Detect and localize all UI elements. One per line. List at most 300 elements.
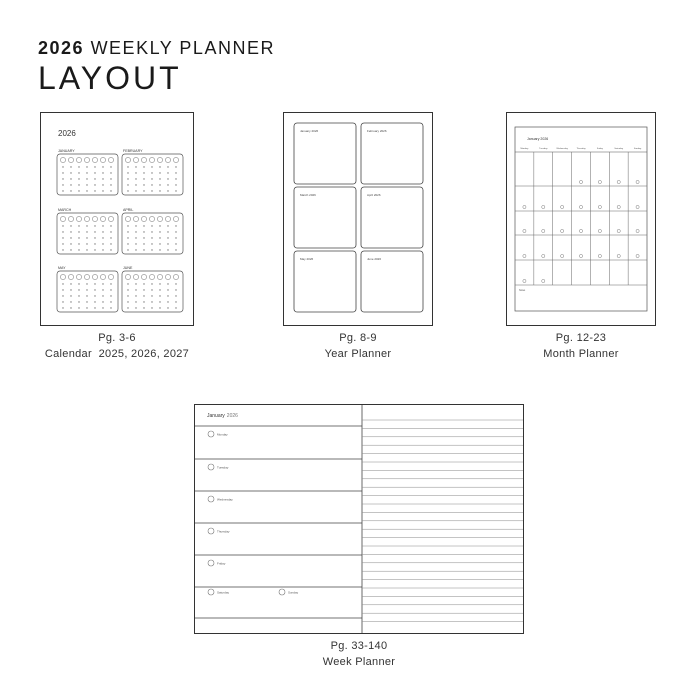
page-heading xyxy=(38,38,275,96)
calendar-day-dot xyxy=(86,172,87,173)
calendar-month-label: APRIL xyxy=(123,208,134,212)
calendar-day-dot xyxy=(175,249,176,250)
calendar-day-dot xyxy=(127,249,128,250)
month-planner-day-marker xyxy=(636,180,639,183)
calendar-day-dot xyxy=(102,243,103,244)
calendar-day-dot xyxy=(94,289,95,290)
month-planner-day-marker xyxy=(542,279,545,282)
calendar-page-preview xyxy=(41,113,193,325)
calendar-day-dot xyxy=(143,237,144,238)
week-planner-title-month: January xyxy=(207,413,225,419)
calendar-day-dot xyxy=(167,249,168,250)
calendar-weekday-marker xyxy=(157,274,162,279)
calendar-day-dot xyxy=(94,283,95,284)
calendar-day-dot xyxy=(135,283,136,284)
calendar-day-dot xyxy=(175,243,176,244)
calendar-day-dot xyxy=(143,190,144,191)
week-planner-day-marker xyxy=(208,431,214,437)
calendar-day-dot xyxy=(62,184,63,185)
week-planner-caption-name: Week Planner xyxy=(322,656,396,668)
calendar-day-dot xyxy=(159,295,160,296)
month-planner-day-marker xyxy=(636,205,639,208)
month-planner-weekday-label: Monday xyxy=(520,148,529,150)
calendar-day-dot xyxy=(62,225,63,226)
calendar-day-dot xyxy=(151,289,152,290)
calendar-day-dot xyxy=(94,301,95,302)
calendar-weekday-marker xyxy=(60,157,65,162)
calendar-day-dot xyxy=(167,243,168,244)
calendar-day-dot xyxy=(143,231,144,232)
calendar-day-dot xyxy=(70,243,71,244)
calendar-day-dot xyxy=(78,289,79,290)
calendar-day-dot xyxy=(78,295,79,296)
month-planner-title: January 2026 xyxy=(527,137,549,141)
calendar-day-dot xyxy=(110,307,111,308)
calendar-day-dot xyxy=(86,231,87,232)
calendar-day-dot xyxy=(159,166,160,167)
calendar-day-dot xyxy=(102,307,103,308)
calendar-day-dot xyxy=(102,283,103,284)
calendar-day-dot xyxy=(62,166,63,167)
calendar-day-dot xyxy=(70,295,71,296)
calendar-weekday-marker xyxy=(100,274,105,279)
calendar-weekday-marker xyxy=(165,274,170,279)
calendar-day-dot xyxy=(127,301,128,302)
calendar-day-dot xyxy=(167,295,168,296)
calendar-caption-name: Calendar 2025, 2026, 2027 xyxy=(44,348,190,360)
calendar-day-dot xyxy=(86,178,87,179)
month-planner-day-marker xyxy=(561,205,564,208)
calendar-day-dot xyxy=(127,295,128,296)
week-planner-caption-pages: Pg. 33-140 xyxy=(330,640,388,652)
calendar-day-dot xyxy=(86,237,87,238)
calendar-day-dot xyxy=(78,249,79,250)
calendar-day-dot xyxy=(86,307,87,308)
calendar-day-dot xyxy=(86,225,87,226)
calendar-day-dot xyxy=(102,231,103,232)
calendar-day-dot xyxy=(127,184,128,185)
calendar-day-dot xyxy=(151,172,152,173)
calendar-day-dot xyxy=(110,289,111,290)
calendar-month-label: JUNE xyxy=(123,266,133,270)
calendar-day-dot xyxy=(70,301,71,302)
year-planner-month-label: January 2026 xyxy=(300,129,319,133)
calendar-day-dot xyxy=(175,166,176,167)
month-planner-day-marker xyxy=(579,205,582,208)
calendar-day-dot xyxy=(78,301,79,302)
week-planner-day-marker xyxy=(208,560,214,566)
calendar-day-dot xyxy=(86,301,87,302)
calendar-day-dot xyxy=(94,166,95,167)
calendar-day-dot xyxy=(94,249,95,250)
calendar-day-dot xyxy=(175,301,176,302)
month-planner-weekday-label: Tuesday xyxy=(539,148,548,150)
calendar-day-dot xyxy=(62,283,63,284)
calendar-day-dot xyxy=(86,166,87,167)
calendar-day-dot xyxy=(151,231,152,232)
calendar-day-dot xyxy=(159,231,160,232)
month-planner-day-marker xyxy=(561,229,564,232)
calendar-day-dot xyxy=(135,249,136,250)
calendar-day-dot xyxy=(135,307,136,308)
calendar-day-dot xyxy=(151,225,152,226)
year-planner-caption-pages: Pg. 8-9 xyxy=(339,332,377,344)
week-planner-weekend-label: Sunday xyxy=(288,590,299,595)
calendar-day-dot xyxy=(143,166,144,167)
calendar-day-dot xyxy=(159,249,160,250)
calendar-day-dot xyxy=(175,190,176,191)
calendar-month-box xyxy=(57,271,118,312)
calendar-weekday-marker xyxy=(141,274,146,279)
calendar-weekday-marker xyxy=(108,157,113,162)
calendar-weekday-marker xyxy=(100,157,105,162)
calendar-day-dot xyxy=(167,190,168,191)
calendar-weekday-marker xyxy=(141,157,146,162)
calendar-day-dot xyxy=(143,172,144,173)
calendar-day-dot xyxy=(86,243,87,244)
calendar-day-dot xyxy=(167,166,168,167)
week-planner-weekend-label: Saturday xyxy=(217,590,230,595)
calendar-day-dot xyxy=(102,237,103,238)
calendar-day-dot xyxy=(143,184,144,185)
calendar-day-dot xyxy=(86,289,87,290)
calendar-day-dot xyxy=(70,225,71,226)
calendar-day-dot xyxy=(135,301,136,302)
calendar-month-box xyxy=(57,213,118,254)
calendar-day-dot xyxy=(110,184,111,185)
month-planner-day-marker xyxy=(617,254,620,257)
week-planner-day-label: Tuesday xyxy=(217,465,229,470)
calendar-day-dot xyxy=(143,283,144,284)
month-planner-weekday-label: Saturday xyxy=(614,148,624,150)
month-planner-day-marker xyxy=(636,254,639,257)
calendar-day-dot xyxy=(127,283,128,284)
calendar-weekday-marker xyxy=(173,274,178,279)
calendar-day-dot xyxy=(167,178,168,179)
calendar-day-dot xyxy=(143,307,144,308)
calendar-day-dot xyxy=(70,249,71,250)
calendar-weekday-marker xyxy=(149,274,154,279)
calendar-month-label: MARCH xyxy=(58,208,72,212)
calendar-weekday-marker xyxy=(157,157,162,162)
week-planner-day-label: Thursday xyxy=(217,529,230,534)
month-planner-day-marker xyxy=(598,205,601,208)
calendar-day-dot xyxy=(175,184,176,185)
month-planner-frame xyxy=(515,127,647,311)
calendar-day-dot xyxy=(78,225,79,226)
week-planner-day-marker xyxy=(208,464,214,470)
heading-line-1 xyxy=(38,38,275,58)
calendar-weekday-marker xyxy=(68,216,73,221)
calendar-caption-pages: Pg. 3-6 xyxy=(98,332,136,344)
year-planner-caption xyxy=(283,330,433,362)
month-planner-day-marker xyxy=(598,229,601,232)
calendar-day-dot xyxy=(94,190,95,191)
calendar-day-dot xyxy=(110,237,111,238)
calendar-day-dot xyxy=(143,301,144,302)
calendar-month-box xyxy=(122,213,183,254)
calendar-day-dot xyxy=(151,307,152,308)
calendar-day-dot xyxy=(70,166,71,167)
month-planner-day-marker xyxy=(636,229,639,232)
calendar-day-dot xyxy=(159,307,160,308)
calendar-month-box xyxy=(122,154,183,195)
calendar-day-dot xyxy=(110,231,111,232)
calendar-day-dot xyxy=(94,295,95,296)
calendar-weekday-marker xyxy=(125,274,130,279)
week-planner-day-marker xyxy=(208,589,214,595)
calendar-day-dot xyxy=(151,178,152,179)
month-planner-day-marker xyxy=(523,205,526,208)
calendar-day-dot xyxy=(86,190,87,191)
calendar-day-dot xyxy=(127,231,128,232)
calendar-day-dot xyxy=(159,237,160,238)
calendar-day-dot xyxy=(175,307,176,308)
calendar-day-dot xyxy=(78,184,79,185)
calendar-day-dot xyxy=(94,237,95,238)
calendar-day-dot xyxy=(151,301,152,302)
calendar-weekday-marker xyxy=(68,274,73,279)
calendar-day-dot xyxy=(62,190,63,191)
calendar-day-dot xyxy=(135,237,136,238)
month-planner-day-marker xyxy=(617,180,620,183)
calendar-day-dot xyxy=(110,166,111,167)
calendar-month-box xyxy=(122,271,183,312)
calendar-day-dot xyxy=(127,307,128,308)
calendar-day-dot xyxy=(135,166,136,167)
calendar-day-dot xyxy=(151,166,152,167)
heading-layout: LAYOUT xyxy=(38,60,182,96)
year-planner-month-label: April 2026 xyxy=(367,193,381,197)
calendar-day-dot xyxy=(167,172,168,173)
calendar-day-dot xyxy=(86,249,87,250)
month-planner-caption xyxy=(506,330,656,362)
calendar-weekday-marker xyxy=(133,157,138,162)
week-planner-day-marker xyxy=(279,589,285,595)
calendar-day-dot xyxy=(62,295,63,296)
calendar-weekday-marker xyxy=(108,216,113,221)
calendar-weekday-marker xyxy=(68,157,73,162)
calendar-day-dot xyxy=(62,178,63,179)
calendar-day-dot xyxy=(70,307,71,308)
calendar-day-dot xyxy=(110,249,111,250)
calendar-day-dot xyxy=(135,190,136,191)
calendar-day-dot xyxy=(102,190,103,191)
calendar-day-dot xyxy=(135,178,136,179)
calendar-weekday-marker xyxy=(92,157,97,162)
month-planner-day-marker xyxy=(542,254,545,257)
calendar-day-dot xyxy=(143,178,144,179)
calendar-weekday-marker xyxy=(141,216,146,221)
calendar-day-dot xyxy=(167,225,168,226)
calendar-weekday-marker xyxy=(133,216,138,221)
calendar-day-dot xyxy=(86,184,87,185)
month-planner-caption-name: Month Planner xyxy=(543,348,619,360)
calendar-day-dot xyxy=(175,231,176,232)
calendar-day-dot xyxy=(78,243,79,244)
calendar-day-dot xyxy=(143,295,144,296)
calendar-day-dot xyxy=(127,225,128,226)
calendar-weekday-marker xyxy=(149,216,154,221)
month-planner-day-marker xyxy=(617,205,620,208)
calendar-day-dot xyxy=(167,289,168,290)
calendar-day-dot xyxy=(70,289,71,290)
year-planner-page-preview xyxy=(284,113,432,325)
calendar-day-dot xyxy=(62,231,63,232)
calendar-day-dot xyxy=(78,178,79,179)
calendar-day-dot xyxy=(159,289,160,290)
calendar-day-dot xyxy=(94,172,95,173)
calendar-day-dot xyxy=(70,283,71,284)
calendar-day-dot xyxy=(127,237,128,238)
calendar-day-dot xyxy=(159,178,160,179)
week-planner-page-thumbnail xyxy=(194,404,524,634)
calendar-day-dot xyxy=(135,231,136,232)
calendar-year-label: 2026 xyxy=(58,129,76,138)
calendar-day-dot xyxy=(175,172,176,173)
calendar-day-dot xyxy=(70,237,71,238)
calendar-weekday-marker xyxy=(173,157,178,162)
month-planner-day-marker xyxy=(523,229,526,232)
month-planner-page-preview xyxy=(507,113,655,325)
calendar-day-dot xyxy=(62,301,63,302)
month-planner-day-marker xyxy=(523,279,526,282)
week-planner-page-preview xyxy=(195,405,523,633)
calendar-weekday-marker xyxy=(165,216,170,221)
calendar-day-dot xyxy=(151,295,152,296)
heading-title: WEEKLY PLANNER xyxy=(90,38,275,58)
calendar-day-dot xyxy=(94,178,95,179)
week-planner-caption xyxy=(259,638,459,670)
calendar-day-dot xyxy=(62,243,63,244)
month-planner-day-marker xyxy=(542,229,545,232)
calendar-day-dot xyxy=(62,172,63,173)
calendar-weekday-marker xyxy=(108,274,113,279)
week-planner-day-marker xyxy=(208,496,214,502)
calendar-day-dot xyxy=(86,295,87,296)
calendar-day-dot xyxy=(143,243,144,244)
calendar-weekday-marker xyxy=(165,157,170,162)
month-planner-weekday-label: Friday xyxy=(596,148,603,150)
calendar-page-thumbnail xyxy=(40,112,194,326)
calendar-day-dot xyxy=(175,283,176,284)
calendar-day-dot xyxy=(151,237,152,238)
month-planner-day-marker xyxy=(542,205,545,208)
calendar-day-dot xyxy=(78,283,79,284)
calendar-day-dot xyxy=(143,249,144,250)
calendar-day-dot xyxy=(70,231,71,232)
calendar-day-dot xyxy=(110,190,111,191)
calendar-weekday-marker xyxy=(149,157,154,162)
year-planner-month-label: June 2026 xyxy=(367,257,382,261)
month-planner-weekday-label: Sunday xyxy=(633,148,642,150)
calendar-day-dot xyxy=(94,231,95,232)
calendar-day-dot xyxy=(159,225,160,226)
week-planner-title-year: 2026 xyxy=(226,413,238,419)
calendar-day-dot xyxy=(159,283,160,284)
calendar-weekday-marker xyxy=(100,216,105,221)
calendar-day-dot xyxy=(78,307,79,308)
calendar-day-dot xyxy=(70,184,71,185)
calendar-day-dot xyxy=(143,289,144,290)
calendar-day-dot xyxy=(110,295,111,296)
calendar-day-dot xyxy=(86,283,87,284)
calendar-day-dot xyxy=(70,178,71,179)
calendar-day-dot xyxy=(110,301,111,302)
calendar-day-dot xyxy=(102,178,103,179)
calendar-day-dot xyxy=(159,190,160,191)
calendar-day-dot xyxy=(102,184,103,185)
calendar-weekday-marker xyxy=(92,216,97,221)
calendar-day-dot xyxy=(110,178,111,179)
calendar-weekday-marker xyxy=(76,274,81,279)
calendar-day-dot xyxy=(167,184,168,185)
month-planner-weekday-label: Thursday xyxy=(576,148,586,150)
calendar-day-dot xyxy=(143,225,144,226)
month-planner-day-marker xyxy=(561,254,564,257)
calendar-day-dot xyxy=(62,307,63,308)
calendar-weekday-marker xyxy=(92,274,97,279)
calendar-caption xyxy=(10,330,224,362)
calendar-day-dot xyxy=(135,289,136,290)
heading-year: 2026 xyxy=(38,38,85,58)
month-planner-weekday-label: Wednesday xyxy=(556,148,568,150)
calendar-day-dot xyxy=(127,172,128,173)
calendar-day-dot xyxy=(159,243,160,244)
calendar-day-dot xyxy=(70,172,71,173)
calendar-day-dot xyxy=(127,166,128,167)
calendar-day-dot xyxy=(167,283,168,284)
calendar-day-dot xyxy=(151,249,152,250)
month-planner-day-marker xyxy=(617,229,620,232)
calendar-weekday-marker xyxy=(84,216,89,221)
calendar-day-dot xyxy=(78,237,79,238)
calendar-day-dot xyxy=(94,307,95,308)
week-planner-day-label: Monday xyxy=(217,432,228,437)
month-planner-day-marker xyxy=(598,254,601,257)
calendar-day-dot xyxy=(78,190,79,191)
calendar-weekday-marker xyxy=(157,216,162,221)
calendar-day-dot xyxy=(151,184,152,185)
calendar-month-label: MAY xyxy=(58,266,66,270)
calendar-weekday-marker xyxy=(76,157,81,162)
calendar-day-dot xyxy=(151,283,152,284)
calendar-weekday-marker xyxy=(60,274,65,279)
week-planner-title xyxy=(207,413,238,419)
week-planner-day-label: Friday xyxy=(217,561,226,566)
calendar-weekday-marker xyxy=(60,216,65,221)
calendar-day-dot xyxy=(127,289,128,290)
month-planner-page-thumbnail xyxy=(506,112,656,326)
calendar-day-dot xyxy=(135,184,136,185)
calendar-day-dot xyxy=(78,231,79,232)
calendar-weekday-marker xyxy=(173,216,178,221)
calendar-day-dot xyxy=(167,231,168,232)
calendar-day-dot xyxy=(135,295,136,296)
calendar-day-dot xyxy=(110,283,111,284)
calendar-day-dot xyxy=(62,289,63,290)
year-planner-month-label: February 2026 xyxy=(367,129,387,133)
month-planner-day-marker xyxy=(598,180,601,183)
calendar-day-dot xyxy=(167,307,168,308)
month-planner-day-marker xyxy=(579,254,582,257)
calendar-day-dot xyxy=(175,295,176,296)
calendar-day-dot xyxy=(102,301,103,302)
calendar-day-dot xyxy=(110,225,111,226)
calendar-day-dot xyxy=(78,172,79,173)
calendar-day-dot xyxy=(175,237,176,238)
week-planner-day-marker xyxy=(208,528,214,534)
